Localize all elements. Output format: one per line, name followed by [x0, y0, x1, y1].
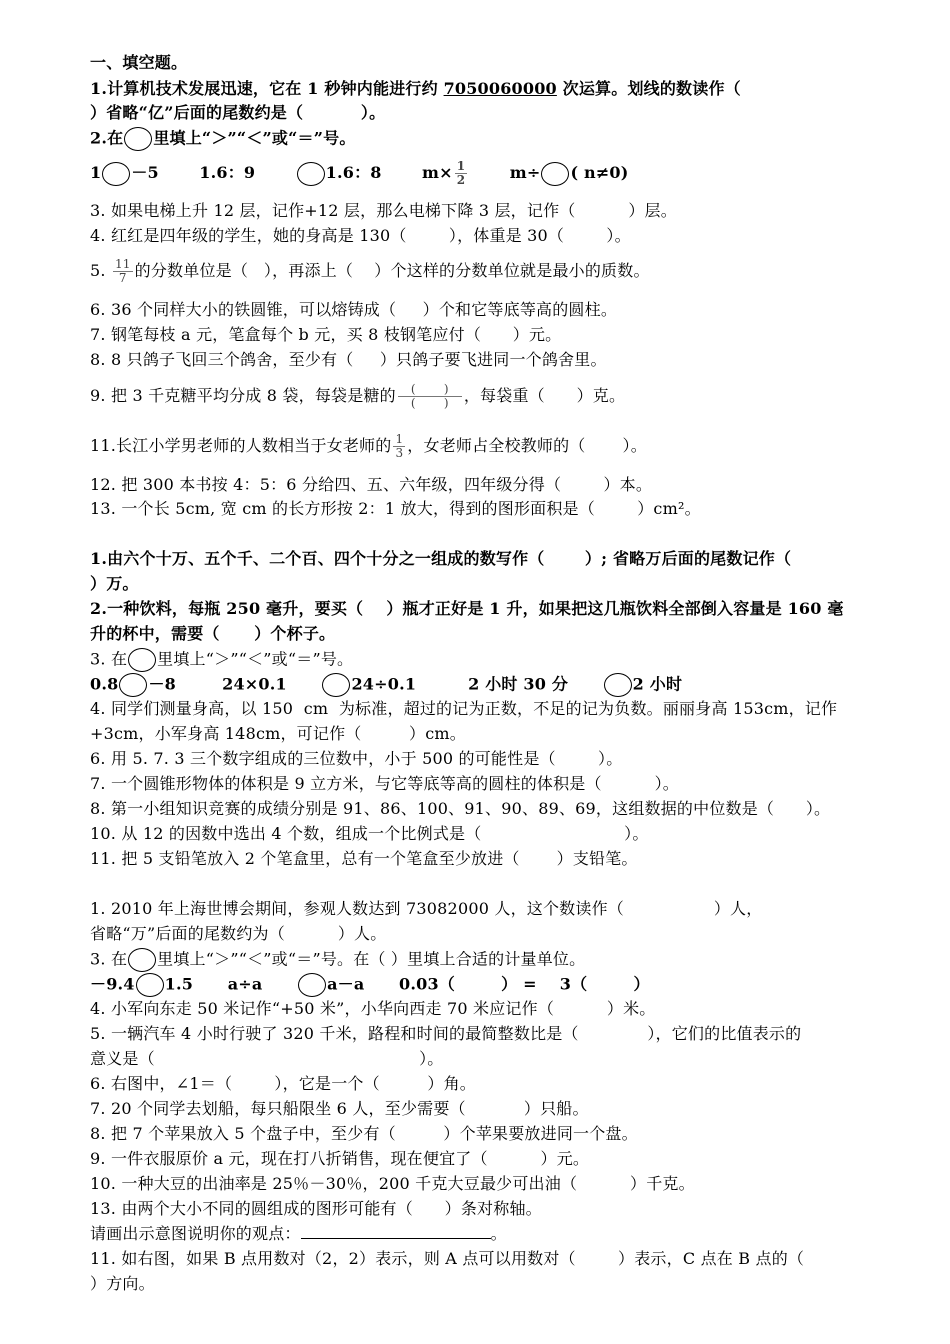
s2-q1-line2: ）万。	[90, 574, 139, 593]
s1-q5: 5. $\frac{11}{7}$ 的分数单位是（ ），再添上（ ）个这样的分数单位就是最小的质数。	[90, 257, 650, 285]
s1-q3: 3. 如果电梯上升 12 层，记作+12 层，那么电梯下降 3 层，记作（ ）层。	[90, 201, 677, 220]
compare-circle[interactable]	[102, 162, 130, 186]
compare-circle[interactable]	[297, 162, 325, 186]
fraction: $\frac{1}{2}$	[456, 159, 466, 187]
s2-q2-line2: 升的杯中，需要（ ）个杯子。	[90, 624, 336, 643]
s1-q7: 7. 钢笔每枝 a 元，笔盒每个 b 元，买 8 枝钢笔应付（ ）元。	[90, 325, 562, 344]
s3-q13-draw: 请画出示意图说明你的观点： 。	[90, 1224, 507, 1243]
s2-q6: 6. 用 5. 7. 3 三个数字组成的三位数中，小于 500 的可能性是（ ）。	[90, 749, 623, 768]
s1-q2: 2.在 里填上“＞”“＜”或“＝”号。	[90, 127, 356, 151]
s2-q8: 8. 第一小组知识竞赛的成绩分别是 91、86、100、91、90、89、69，这组数据的中位数是（ ）。	[90, 799, 831, 818]
s1-q13: 13. 一个长 5cm, 宽 cm 的长方形按 2：1 放大，得到的图形面积是（ ）cm²。	[90, 499, 701, 518]
s3-q8: 8. 把 7 个苹果放入 5 个盘子中，至少有（ ）个苹果要放进同一个盘。	[90, 1124, 638, 1143]
compare-circle[interactable]	[124, 127, 152, 151]
s2-q11: 11. 把 5 支铅笔放入 2 个笔盒里，总有一个笔盒至少放进（ ）支铅笔。	[90, 849, 638, 868]
s1-q1-line1: 1.计算机技术发展迅速，它在 1 秒钟内能进行约 7050060000 次运算。划线的数读作（	[90, 79, 741, 98]
section-title: 一、填空题。	[90, 53, 188, 72]
s1-q2-row: 1 －5 1.6：9 1.6：8 m× $\frac{1}{2}$ m÷ ( n≠0)	[90, 159, 629, 187]
s1-q9: 9. 把 3 千克糖平均分成 8 袋，每袋是糖的 $\frac{( )}{( )}$ ，每袋重（ ）克。	[90, 382, 626, 410]
underlined-number: 7050060000	[443, 79, 557, 98]
s1-q6: 6. 36 个同样大小的铁圆锥，可以熔铸成（ ）个和它等底等高的圆柱。	[90, 300, 618, 319]
s3-q4: 4. 小军向东走 50 米记作“+50 米”，小华向西走 70 米应记作（ ）米。	[90, 999, 656, 1018]
fraction-blank[interactable]: $\frac{( )}{( )}$	[398, 383, 462, 410]
s3-q6: 6. 右图中，∠1＝（ ），它是一个（ ）角。	[90, 1074, 476, 1093]
compare-circle[interactable]	[119, 673, 147, 697]
s3-q5-line1: 5. 一辆汽车 4 小时行驶了 320 千米，路程和时间的最简整数比是（ ），它们的比值表示的	[90, 1024, 802, 1043]
s3-q11-line1: 11. 如右图，如果 B 点用数对（2，2）表示，则 A 点可以用数对（ ）表示，C 点在 B 点的（	[90, 1249, 805, 1268]
fraction: $\frac{11}{7}$	[114, 257, 131, 285]
answer-blank-line[interactable]	[301, 1224, 491, 1239]
s2-q3: 3. 在 里填上“＞”“＜”或“＝”号。	[90, 648, 353, 672]
s3-q1-line1: 1. 2010 年上海世博会期间，参观人数达到 73082000 人，这个数读作（ ）人，	[90, 899, 763, 918]
fraction: $\frac{1}{3}$	[395, 432, 404, 460]
compare-circle[interactable]	[298, 973, 326, 997]
s2-q10: 10. 从 12 的因数中选出 4 个数，组成一个比例式是（ ）。	[90, 824, 649, 843]
compare-circle[interactable]	[128, 648, 156, 672]
s2-q4-line2: +3cm，小军身高 148cm，可记作（ ）cm。	[90, 724, 466, 743]
s2-q4-line1: 4. 同学们测量身高，以 150 cm 为标准，超过的记为正数，不足的记为负数。丽丽身高 153cm，记作	[90, 699, 838, 718]
s3-q3-row: －9.4 1.5 a÷a a－a 0.03（ ） = 3（ ）	[90, 973, 650, 997]
s2-q2-line1: 2.一种饮料，每瓶 250 毫升，要买（ ）瓶才正好是 1 升，如果把这几瓶饮料全部倒入容量是 160 毫	[90, 599, 844, 618]
s2-q3-row: 0.8 －8 24×0.1 24÷0.1 2 小时 30 分 2 小时	[90, 673, 682, 697]
s3-q3: 3. 在 里填上“＞”“＜”或“＝”号。在（ ）里填上合适的计量单位。	[90, 948, 585, 972]
s1-q1-line2: ）省略“亿”后面的尾数约是（ ）。	[90, 103, 386, 122]
compare-circle[interactable]	[604, 673, 632, 697]
s3-q9: 9. 一件衣服原价 a 元，现在打八折销售，现在便宜了（ ）元。	[90, 1149, 590, 1168]
s3-q11-line2: ）方向。	[90, 1274, 155, 1293]
s3-q1-line2: 省略“万”后面的尾数约为（ ）人。	[90, 924, 387, 943]
s3-q13: 13. 由两个大小不同的圆组成的图形可能有（ ）条对称轴。	[90, 1199, 542, 1218]
s1-q11: 11.长江小学男老师的人数相当于女老师的 $\frac{1}{3}$ ，女老师占全校教师的（ ）。	[90, 432, 647, 460]
compare-circle[interactable]	[541, 162, 569, 186]
compare-circle[interactable]	[136, 973, 164, 997]
s3-q7: 7. 20 个同学去划船，每只船限坐 6 人，至少需要（ ）只船。	[90, 1099, 589, 1118]
s1-q4: 4. 红红是四年级的学生，她的身高是 130（ ），体重是 30（ ）。	[90, 226, 631, 245]
s3-q10: 10. 一种大豆的出油率是 25％－30％，200 千克大豆最少可出油（ ）千克。	[90, 1174, 695, 1193]
s2-q1-line1: 1.由六个十万、五个千、二个百、四个十分之一组成的数写作（ ）; 省略万后面的尾数记作（	[90, 549, 792, 568]
s3-q5-line2: 意义是（ ）。	[90, 1049, 444, 1068]
compare-circle[interactable]	[128, 948, 156, 972]
s2-q7: 7. 一个圆锥形物体的体积是 9 立方米，与它等底等高的圆柱的体积是（ ）。	[90, 774, 679, 793]
compare-circle[interactable]	[322, 673, 350, 697]
s1-q12: 12. 把 300 本书按 4：5：6 分给四、五、六年级，四年级分得（ ）本。	[90, 475, 653, 494]
s1-q8: 8. 8 只鸽子飞回三个鸽舍，至少有（ ）只鸽子要飞进同一个鸽舍里。	[90, 350, 607, 369]
